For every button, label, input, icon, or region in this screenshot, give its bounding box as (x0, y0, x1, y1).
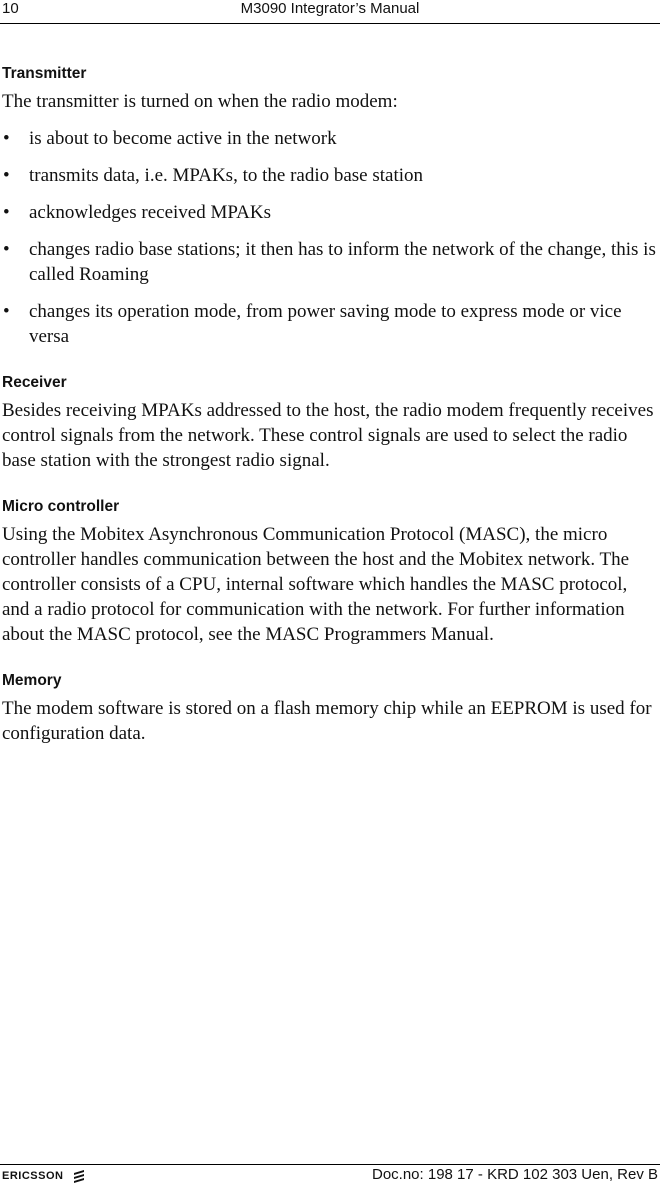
heading-memory: Memory (2, 672, 62, 689)
bullet-icon: • (3, 239, 10, 260)
heading-receiver: Receiver (2, 374, 67, 391)
heading-micro-controller: Micro controller (2, 498, 120, 515)
memory-body: The modem software is stored on a flash memory chip while an EEPROM is used for configuration data. (2, 698, 652, 744)
micro-controller-body: Using the Mobitex Asynchronous Communication Protocol (MASC), the micro controller handles communication between the host and the Mobitex network. The controller consists of a CPU, internal software which handles the MASC protocol, and a radio protocol for communication with the network. For further information about the MASC protocol, see the MASC Programmers Manual. (2, 524, 630, 645)
transmitter-intro: The transmitter is turned on when the radio modem: (2, 91, 398, 112)
heading-transmitter: Transmitter (2, 65, 87, 82)
page-header (0, 0, 660, 24)
transmitter-bullet-list (2, 126, 658, 349)
list-item-text: is about to become active in the network (29, 128, 337, 149)
ericsson-mark-icon (71, 1169, 87, 1183)
list-item (2, 200, 658, 225)
section-transmitter (2, 64, 658, 349)
ericsson-logo (2, 1169, 87, 1183)
bullet-icon: • (3, 128, 10, 149)
list-item-text: transmits data, i.e. MPAKs, to the radio base station (29, 165, 424, 186)
document-title: M3090 Integrator’s Manual (240, 0, 420, 17)
list-item-text: changes its operation mode, from power saving mode to express mode or vice versa (29, 301, 622, 347)
document-number: Doc.no: 198 17 - KRD 102 303 Uen, Rev B (372, 1166, 658, 1183)
section-memory (2, 671, 658, 746)
list-item (2, 126, 658, 151)
list-item-text: acknowledges received MPAKs (29, 202, 272, 223)
receiver-body: Besides receiving MPAKs addressed to the host, the radio modem frequently receives control signals from the network. These control signals are used to select the radio base station with the strongest radio signal. (2, 400, 654, 471)
section-micro-controller (2, 497, 658, 647)
list-item-text: changes radio base stations; it then has to inform the network of the change, this is called Roaming (29, 239, 656, 285)
list-item (2, 237, 658, 287)
section-receiver (2, 373, 658, 473)
page-number: 10 (2, 0, 19, 17)
page-content (2, 64, 658, 750)
logo-text: ERICSSON (2, 1170, 64, 1182)
page-footer (0, 1164, 660, 1186)
list-item (2, 163, 658, 188)
bullet-icon: • (3, 165, 10, 186)
bullet-icon: • (3, 202, 10, 223)
list-item (2, 299, 658, 349)
bullet-icon: • (3, 301, 10, 322)
